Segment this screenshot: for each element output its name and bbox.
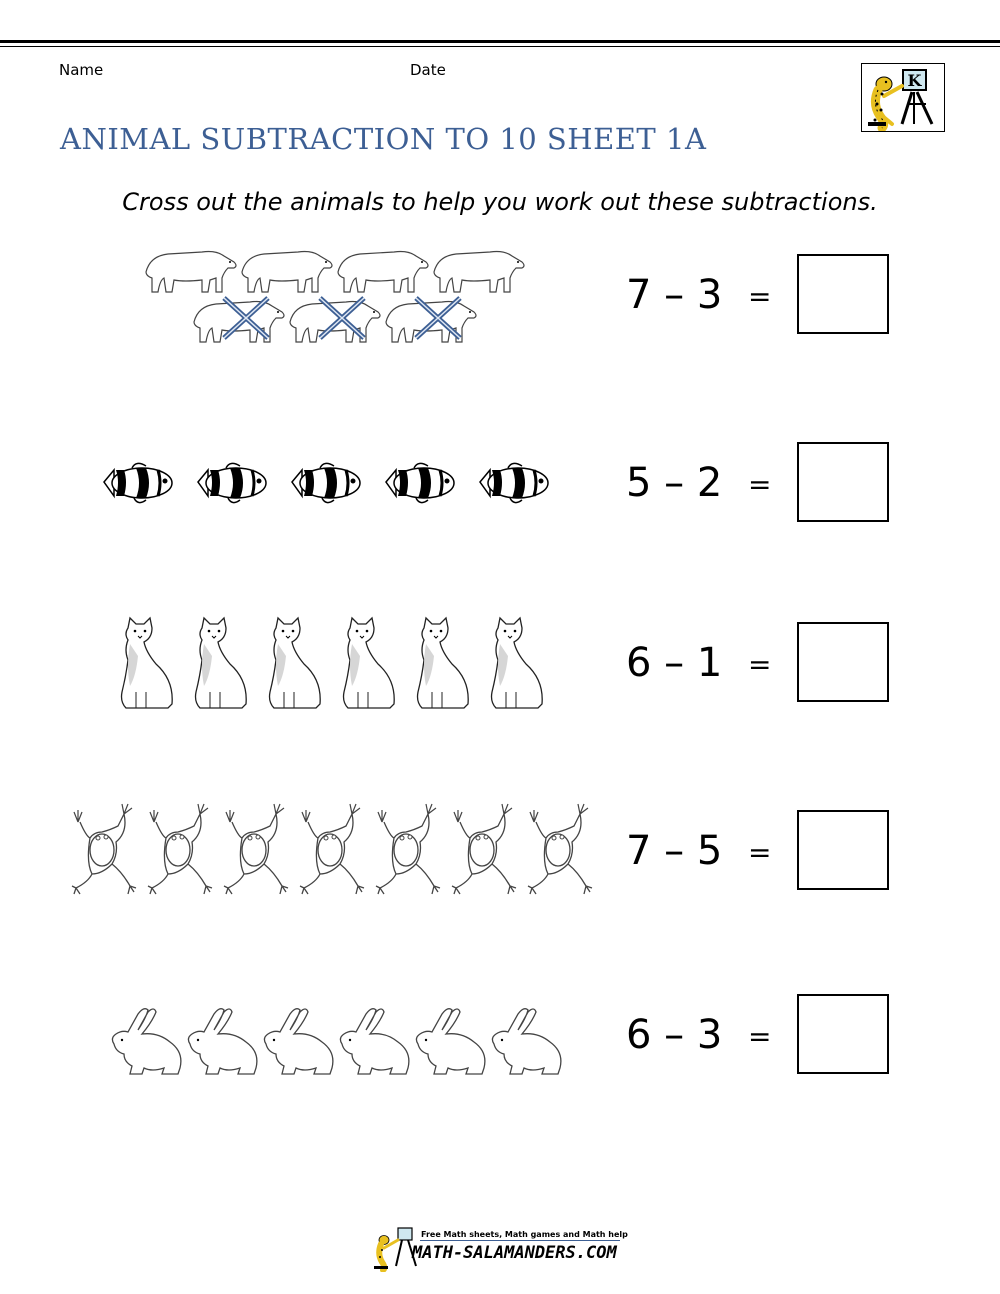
answer-box-2[interactable] (797, 442, 889, 522)
polar-bear-3 (338, 252, 428, 293)
salamander-logo-icon (861, 63, 945, 132)
rabbit-group (60, 980, 620, 1090)
rabbit-3 (264, 1009, 332, 1074)
polar-bear-1 (146, 252, 236, 293)
polar-bear-group (60, 240, 620, 350)
cat-1 (122, 618, 173, 708)
rabbit-4 (340, 1009, 408, 1074)
frog-5 (376, 804, 440, 894)
cat-group (60, 608, 620, 718)
answer-box-4[interactable] (797, 810, 889, 890)
rabbit-6 (492, 1009, 560, 1074)
polar-bear-2 (242, 252, 332, 293)
answer-box-1[interactable] (797, 254, 889, 334)
clownfish-2 (198, 463, 266, 502)
problem-row-4 (0, 796, 1000, 906)
rabbit-5 (416, 1009, 484, 1074)
problem-row-3 (0, 608, 1000, 718)
equation-1: 7 – 3 (626, 272, 723, 318)
date-label: Date (410, 61, 446, 79)
clownfish-1 (104, 463, 172, 502)
equals-4: = (748, 836, 772, 869)
answer-box-3[interactable] (797, 622, 889, 702)
logo-badge-letter: K (907, 71, 922, 90)
top-rule (0, 40, 1000, 43)
equals-1: = (748, 280, 772, 313)
clownfish-5 (480, 463, 548, 502)
equation-5: 6 – 3 (626, 1012, 723, 1058)
rabbit-1 (112, 1009, 180, 1074)
problem-row-5 (0, 980, 1000, 1090)
cat-3 (270, 618, 321, 708)
frog-7 (528, 804, 592, 894)
equals-2: = (748, 468, 772, 501)
footer-tagline: Free Math sheets, Math games and Math help (421, 1230, 628, 1239)
rabbit-2 (188, 1009, 256, 1074)
answer-box-5[interactable] (797, 994, 889, 1074)
top-rule-thin (0, 46, 1000, 47)
footer-divider (420, 1240, 620, 1241)
cat-5 (418, 618, 469, 708)
clownfish-group (60, 428, 620, 538)
frog-3 (224, 804, 288, 894)
equation-4: 7 – 5 (626, 828, 723, 874)
frog-6 (452, 804, 516, 894)
problem-row-2 (0, 428, 1000, 538)
equation-3: 6 – 1 (626, 640, 723, 686)
frog-4 (300, 804, 364, 894)
equals-5: = (748, 1020, 772, 1053)
name-label: Name (59, 61, 104, 79)
frog-1 (72, 804, 136, 894)
cat-2 (196, 618, 247, 708)
clownfish-3 (292, 463, 360, 502)
problem-row-1 (0, 240, 1000, 350)
cat-6 (492, 618, 543, 708)
polar-bear-4 (434, 252, 524, 293)
frog-group (60, 796, 620, 906)
worksheet-title: ANIMAL SUBTRACTION TO 10 SHEET 1A (60, 122, 707, 156)
equation-2: 5 – 2 (626, 460, 723, 506)
frog-2 (148, 804, 212, 894)
cat-4 (344, 618, 395, 708)
equals-3: = (748, 648, 772, 681)
footer-brand: MATH-SALAMANDERS.COM (412, 1243, 617, 1263)
clownfish-4 (386, 463, 454, 502)
instructions: Cross out the animals to help you work out these subtractions. (122, 188, 878, 216)
